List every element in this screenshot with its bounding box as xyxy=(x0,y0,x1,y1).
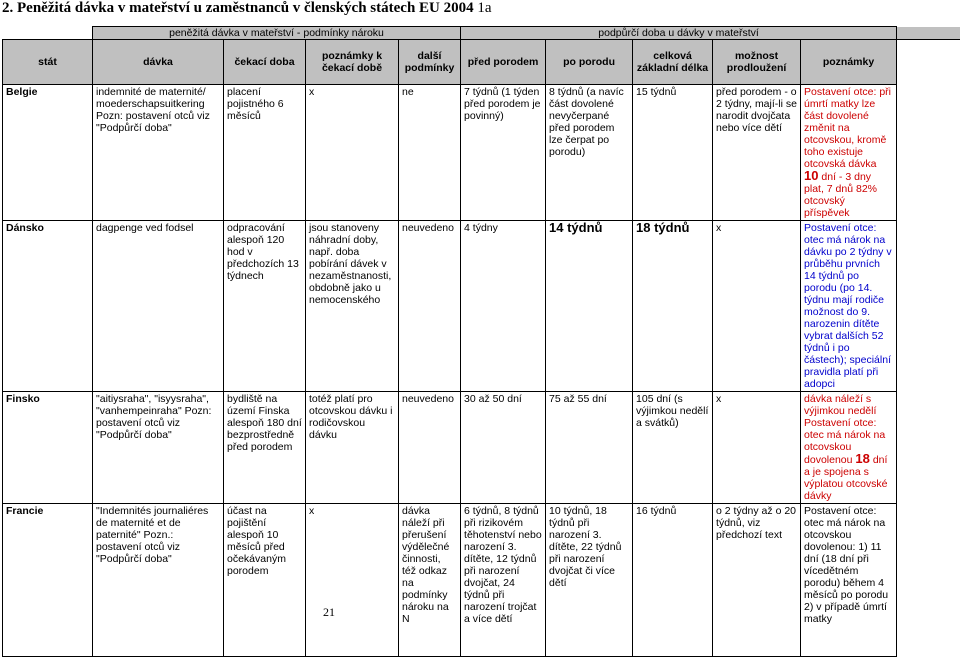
title-suffix: 1a xyxy=(477,0,491,16)
note-text: dávka náleží s výjimkou nedělí Postavení otce: otec má nárok na otcovskou dovolenou xyxy=(804,393,885,466)
col-header-stat: stát xyxy=(3,40,93,85)
col-header-pred-porodem: před porodem xyxy=(461,40,546,85)
cell-poznamky: Postavení otce: otec má nárok na dávku po 2 týdny v průběhu prvních 14 týdnů po porodu (po 14. týdnu mají rodiče možnost do 9. narozenin dítěte vybrat dalších 52 týdnů i po částech); speciální pravidla platí při adopci xyxy=(801,221,897,392)
cell-dalsi: ne xyxy=(399,85,461,221)
cell-pred: 6 týdnů, 8 týdnů při rizikovém těhotenství nebo narození 3. dítěte, 12 týdnů při narození dvojčat, 24 týdnů při narození trojčat a více dětí xyxy=(461,504,546,657)
cell-po: 8 týdnů (a navíc část dovolené nevyčerpané před porodem lze čerpat po porodu) xyxy=(546,85,633,221)
col-header-cekaci-doba: čekací doba xyxy=(224,40,306,85)
table-row xyxy=(3,85,960,221)
col-header-prodlouzeni: možnost prodloužení xyxy=(713,40,801,85)
cell-pred: 4 týdny xyxy=(461,221,546,392)
cell-stat: Belgie xyxy=(3,85,93,221)
cell-celkova: 105 dní (s výjimkou nedělí a svátků) xyxy=(633,392,713,504)
col-header-dalsi-podminky: další podmínky xyxy=(399,40,461,85)
col-header-celkova-delka: celková základní délka xyxy=(633,40,713,85)
cell-po: 75 až 55 dní xyxy=(546,392,633,504)
cell-pozn-cek: jsou stanoveny náhradní doby, např. doba pobírání dávek v nezaměstnanosti, obdobně jako u nemocenského xyxy=(306,221,399,392)
cell-celkova: 16 týdnů xyxy=(633,504,713,657)
note-text-end: dní a je spojena s výplatou otcovské dávky xyxy=(804,454,887,502)
group-header-conditions: peněžitá dávka v mateřství - podmínky nároku xyxy=(93,27,461,40)
cell-poznamky: Postavení otce: otec má nárok na otcovskou dovolenou: 1) 11 dní (18 dní při vícedětném porodu) během 4 měsíců po porodu 2) v případě úmrtí matky xyxy=(801,504,897,657)
cell-dalsi: neuvedeno xyxy=(399,221,461,392)
cell-pozn-cek: totéž platí pro otcovskou dávku i rodičovskou dávku xyxy=(306,392,399,504)
cell-celkova: 18 týdnů xyxy=(633,221,713,392)
page-title xyxy=(2,0,492,18)
cell-poznamky xyxy=(801,392,897,504)
maternity-benefit-table xyxy=(2,26,960,657)
cell-pozn-cek: x xyxy=(306,85,399,221)
cell-davka: dagpenge ved fodsel xyxy=(93,221,224,392)
table-row xyxy=(3,221,960,392)
cell-cekaci: odpracování alespoň 120 hod v předchozích 13 týdnech xyxy=(224,221,306,392)
cell-davka: "Indemnités journaliéres de maternité et de paternité" Pozn.: postavení otců viz "Podpůrčí doba" xyxy=(93,504,224,657)
cell-stat: Francie xyxy=(3,504,93,657)
cell-pred: 30 až 50 dní xyxy=(461,392,546,504)
cell-stat: Finsko xyxy=(3,392,93,504)
cell-davka: indemnité de maternité/ moederschapsuitkering Pozn: postavení otců viz "Podpůrčí doba" xyxy=(93,85,224,221)
note-big-number: 10 xyxy=(804,168,818,183)
table-row xyxy=(3,392,960,504)
col-header-poznamky: poznámky xyxy=(801,40,897,85)
note-text-end: dní - 3 dny plat, 7 dnů 82% otcovský příspěvek xyxy=(804,171,877,219)
cell-prodl: x xyxy=(713,221,801,392)
cell-prodl: o 2 týdny až o 20 týdnů, viz předchozí text xyxy=(713,504,801,657)
cell-pred: 7 týdnů (1 týden před porodem je povinný) xyxy=(461,85,546,221)
col-header-poznamky-cekaci: poznámky k čekací době xyxy=(306,40,399,85)
page-number: 21 xyxy=(323,605,335,620)
cell-pozn-cek: x xyxy=(306,504,399,657)
title-main: 2. Peněžitá dávka v mateřství u zaměstnanců v členských státech EU 2004 xyxy=(2,0,474,16)
cell-poznamky xyxy=(801,85,897,221)
cell-po: 14 týdnů xyxy=(546,221,633,392)
cell-celkova: 15 týdnů xyxy=(633,85,713,221)
group-header-support-period: podpůrčí doba u dávky v mateřství xyxy=(461,27,897,40)
cell-cekaci: bydliště na území Finska alespoň 180 dní bezprostředně před porodem xyxy=(224,392,306,504)
note-text: Postavení otce: při úmrtí matky lze část dovolené změnit na otcovskou, kromě toho existuje otcovská dávka xyxy=(804,86,891,170)
cell-cekaci: placení pojistného 6 měsíců xyxy=(224,85,306,221)
cell-po: 10 týdnů, 18 týdnů při narození 3. dítěte, 22 týdnů při narození dvojčat či více dětí xyxy=(546,504,633,657)
cell-prodl: před porodem - o 2 týdny, mají-li se narodit dvojčata nebo více dětí xyxy=(713,85,801,221)
cell-prodl: x xyxy=(713,392,801,504)
col-header-po-porodu: po porodu xyxy=(546,40,633,85)
table-row xyxy=(3,504,960,657)
cell-stat: Dánsko xyxy=(3,221,93,392)
cell-dalsi: neuvedeno xyxy=(399,392,461,504)
cell-davka: "aitiysraha", "isyysraha", "vanhempeinraha" Pozn: postavení otců viz "Podpůrčí doba" xyxy=(93,392,224,504)
cell-cekaci: účast na pojištění alespoň 10 měsíců před očekávaným porodem xyxy=(224,504,306,657)
col-header-davka: dávka xyxy=(93,40,224,85)
cell-dalsi: dávka náleží při přerušení výdělečné činnosti, též odkaz na podmínky nároku na N xyxy=(399,504,461,657)
note-big-number: 18 xyxy=(855,451,869,466)
